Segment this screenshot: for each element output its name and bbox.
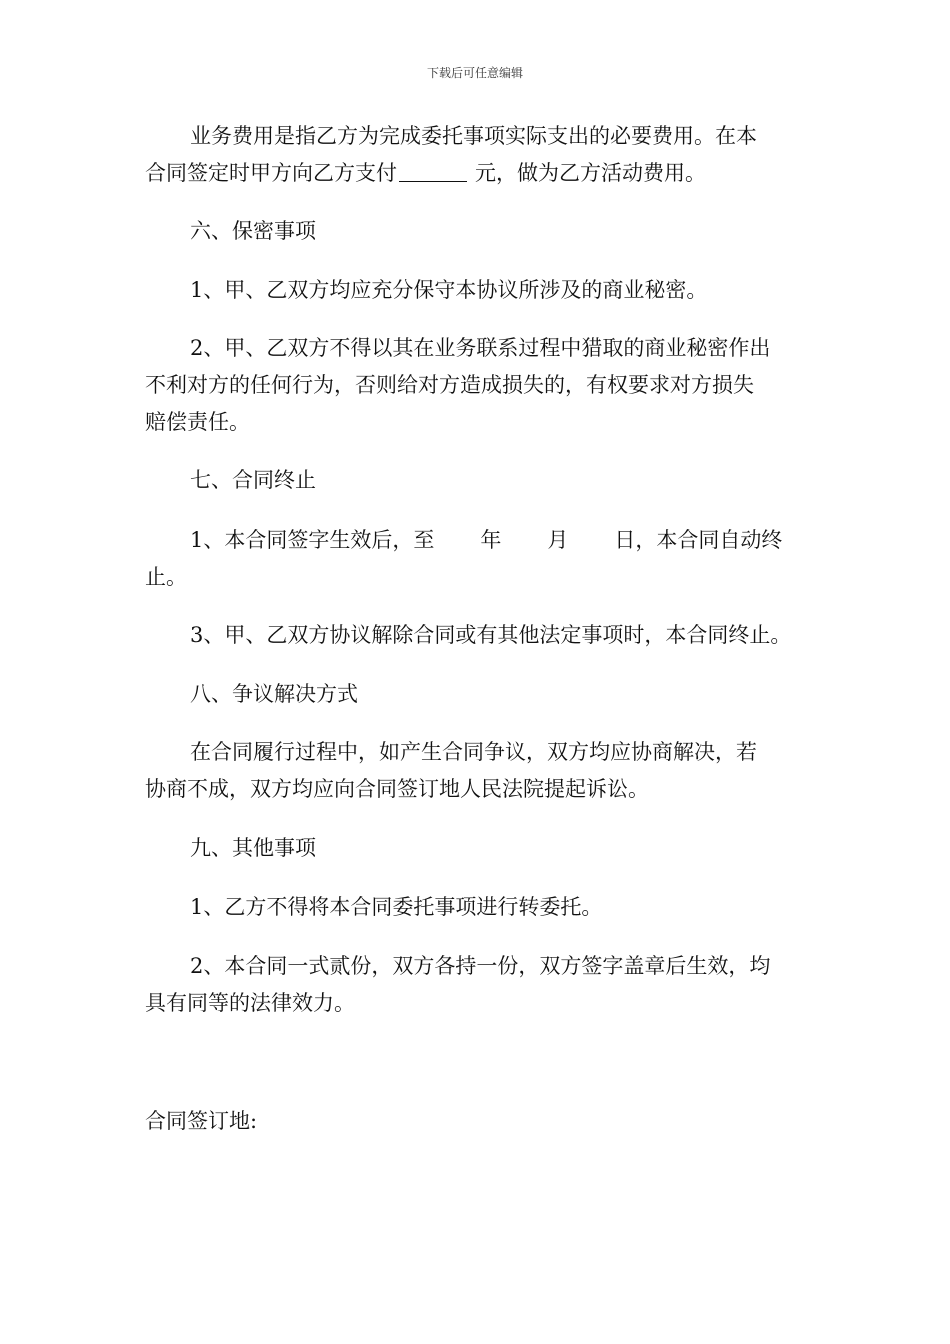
section-8-line-2: 协商不成，双方均应向合同签订地人民法院提起诉讼。 — [145, 777, 649, 801]
term-year: 年 — [480, 528, 502, 552]
section-9-item-2-line-2: 具有同等的法律效力。 — [145, 991, 355, 1015]
term-text-b: 日，本合同自动终 — [614, 528, 783, 552]
section-6-item-1: 1、甲、乙双方均应充分保守本协议所涉及的商业秘密。 — [190, 278, 708, 302]
section-8-line-1: 在合同履行过程中，如产生合同争议，双方均应协商解决，若 — [190, 740, 757, 764]
section-6-title: 六、保密事项 — [190, 219, 316, 243]
term-month: 月 — [547, 528, 569, 552]
amount-blank — [399, 161, 467, 182]
section-6-item-2-line-1: 2、甲、乙双方不得以其在业务联系过程中猎取的商业秘密作出 — [190, 336, 771, 360]
section-6-item-2-line-3: 赔偿责任。 — [145, 410, 250, 434]
fee-line-2 — [145, 155, 706, 192]
fee-text-b: 元，做为乙方活动费用。 — [475, 161, 706, 185]
term-text-a: 1、本合同签字生效后，至 — [190, 528, 435, 552]
section-9-item-1: 1、乙方不得将本合同委托事项进行转委托。 — [190, 895, 603, 919]
sign-place-label: 合同签订地: — [145, 1109, 258, 1133]
page-header: 下载后可任意编辑 — [426, 66, 523, 80]
section-8-title: 八、争议解决方式 — [190, 682, 358, 706]
section-7-title: 七、合同终止 — [190, 468, 316, 492]
fee-text-a: 合同签定时甲方向乙方支付 — [145, 161, 397, 185]
section-9-title: 九、其他事项 — [190, 836, 316, 860]
section-7-item-3: 3、甲、乙双方协议解除合同或有其他法定事项时，本合同终止。 — [190, 623, 792, 647]
section-7-item-1-line-2: 止。 — [145, 565, 187, 589]
section-9-item-2-line-1: 2、本合同一式贰份，双方各持一份，双方签字盖章后生效，均 — [190, 954, 771, 978]
section-7-item-1-line-1 — [145, 522, 782, 559]
fee-line-1: 业务费用是指乙方为完成委托事项实际支出的必要费用。在本 — [190, 124, 757, 148]
section-6-item-2-line-2: 不利对方的任何行为，否则给对方造成损失的，有权要求对方损失 — [145, 373, 754, 397]
